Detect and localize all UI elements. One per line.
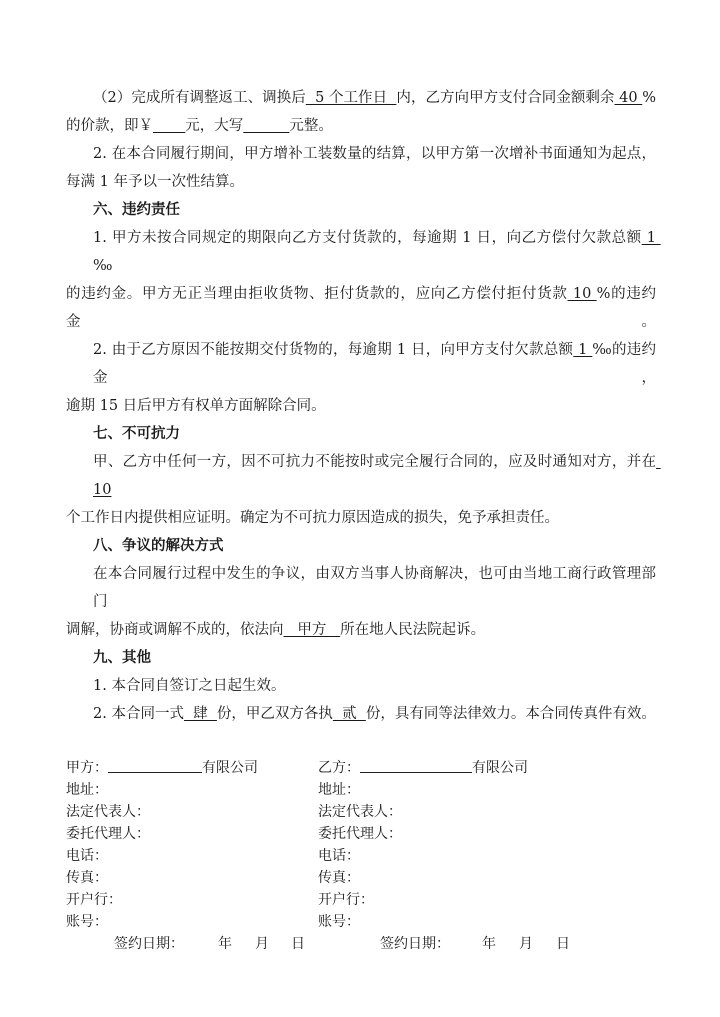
text-segment: % — [642, 90, 656, 106]
text-segment: 七、不可抗力 — [93, 425, 180, 442]
text-segment: ‰ — [93, 258, 113, 274]
contract-body — [66, 84, 661, 728]
paragraph-line — [66, 280, 656, 336]
paragraph-line — [66, 112, 656, 140]
filled-blank: 40 — [614, 90, 643, 106]
party-b-date-year: 年 — [482, 936, 496, 952]
text-segment: 1. 本合同自签订之日起生效。 — [93, 678, 286, 694]
section-heading — [66, 196, 656, 224]
party-a-field-label: 委托代理人： — [66, 826, 150, 842]
section-heading — [66, 644, 656, 672]
party-b-company-suffix: 有限公司 — [472, 760, 528, 776]
party-a-field-label: 账号： — [66, 914, 108, 930]
party-b-field-label: 电话： — [318, 848, 360, 864]
text-segment: 2. 由于乙方原因不能按期交付货物的，每逾期 1 日，向甲方支付欠款总额 — [93, 342, 574, 358]
text-segment: 八、争议的解决方式 — [93, 537, 224, 554]
party-a-company-suffix: 有限公司 — [202, 760, 258, 776]
text-segment: 元整。 — [289, 118, 333, 134]
party-b-date-label: 签约日期： — [380, 936, 450, 952]
filled-blank: 甲方 — [283, 622, 341, 638]
party-a-date-label: 签约日期： — [114, 936, 184, 952]
party-b-label: 乙方： — [318, 760, 360, 776]
text-segment: 甲、乙方中任何一方，因不可抗力不能按时或完全履行合同的，应及时通知对方，并在 — [93, 454, 656, 470]
text-segment: ‰的违约金， — [93, 342, 657, 386]
text-segment: 的价款，即￥ — [66, 118, 153, 134]
party-b-date-day: 日 — [556, 936, 570, 952]
text-segment: 内，乙方向甲方支付合同金额剩余 — [396, 90, 615, 106]
party-a-date-row — [66, 933, 318, 955]
party-a-field-label: 法定代表人： — [66, 804, 150, 820]
section-heading — [66, 532, 656, 560]
text-segment: 逾期 15 日后甲方有权单方面解除合同。 — [66, 398, 326, 414]
paragraph-line — [66, 448, 661, 504]
text-segment: 九、其他 — [93, 649, 151, 666]
party-a-field-label: 电话： — [66, 848, 108, 864]
text-segment: 六、违约责任 — [93, 201, 180, 218]
party-b-field-label: 地址： — [318, 782, 360, 798]
text-segment: %的违约金。 — [66, 286, 657, 330]
text-segment: 1. 甲方未按合同规定的期限向乙方支付货款的，每逾期 1 日，向乙方偿付欠款总额 — [93, 230, 642, 246]
signature-block — [66, 757, 656, 955]
paragraph-line — [66, 616, 656, 644]
filled-blank: 10 — [93, 454, 661, 498]
paragraph-line — [66, 672, 656, 700]
party-a-field-label: 传真： — [66, 870, 108, 886]
paragraph-line — [66, 392, 656, 420]
paragraph-line — [66, 224, 661, 280]
paragraph-line — [66, 336, 656, 392]
party-a-date-day: 日 — [291, 936, 305, 952]
party-a-label: 甲方： — [66, 760, 108, 776]
party-b-date-row — [318, 933, 656, 955]
filled-blank: 1 — [573, 342, 593, 358]
text-segment: 份，甲乙双方各执 — [216, 706, 333, 722]
party-a-field-label: 地址： — [66, 782, 108, 798]
paragraph-line — [66, 84, 656, 112]
paragraph-line — [66, 700, 656, 728]
paragraph-line — [66, 504, 656, 532]
party-a-name-blank — [108, 758, 202, 773]
text-segment: 调解，协商或调解不成的，依法向 — [66, 622, 284, 638]
text-segment: 在本合同履行过程中发生的争议，由双方当事人协商解决，也可由当地工商行政管理部门 — [93, 566, 656, 610]
paragraph-line — [66, 560, 656, 616]
party-b-field-label: 账号： — [318, 914, 360, 930]
filled-blank — [153, 118, 185, 134]
text-segment: 元，大写 — [185, 118, 244, 134]
filled-blank: 5 个工作日 — [305, 90, 397, 106]
party-b-name-blank — [360, 758, 472, 773]
party-a-name-row — [66, 757, 318, 779]
filled-blank: 肆 — [183, 706, 217, 722]
paragraph-line — [66, 168, 656, 196]
text-segment: 份，具有同等法律效力。本合同传真件有效。 — [365, 706, 656, 722]
text-segment: 所在地人民法院起诉。 — [340, 622, 486, 638]
text-segment: 的违约金。甲方无正当理由拒收货物、拒付货款的，应向乙方偿付拒付货款 — [66, 286, 568, 302]
party-b-field-label: 传真： — [318, 870, 360, 886]
text-segment: 2. 本合同一式 — [93, 706, 184, 722]
filled-blank: 10 — [567, 286, 597, 302]
filled-blank — [243, 118, 289, 134]
party-b-date-month: 月 — [519, 936, 533, 952]
party-a-date-year: 年 — [218, 936, 232, 952]
party-a-field-label: 开户行： — [66, 892, 122, 908]
party-b-field-label: 委托代理人： — [318, 826, 402, 842]
party-a-date-month: 月 — [255, 936, 269, 952]
text-segment: （2）完成所有调整返工、调换后 — [93, 90, 306, 106]
text-segment: 个工作日内提供相应证明。确定为不可抗力原因造成的损失，免予承担责任。 — [66, 510, 559, 526]
text-segment: 每满 1 年予以一次性结算。 — [66, 174, 244, 190]
section-heading — [66, 420, 656, 448]
filled-blank: 贰 — [332, 706, 366, 722]
party-b-field-label: 开户行： — [318, 892, 374, 908]
party-b-field-label: 法定代表人： — [318, 804, 402, 820]
text-segment: 2. 在本合同履行期间，甲方增补工装数量的结算，以甲方第一次增补书面通知为起点， — [93, 146, 656, 162]
paragraph-line — [66, 140, 656, 168]
party-b-name-row — [318, 757, 656, 779]
filled-blank: 1 — [641, 230, 661, 246]
